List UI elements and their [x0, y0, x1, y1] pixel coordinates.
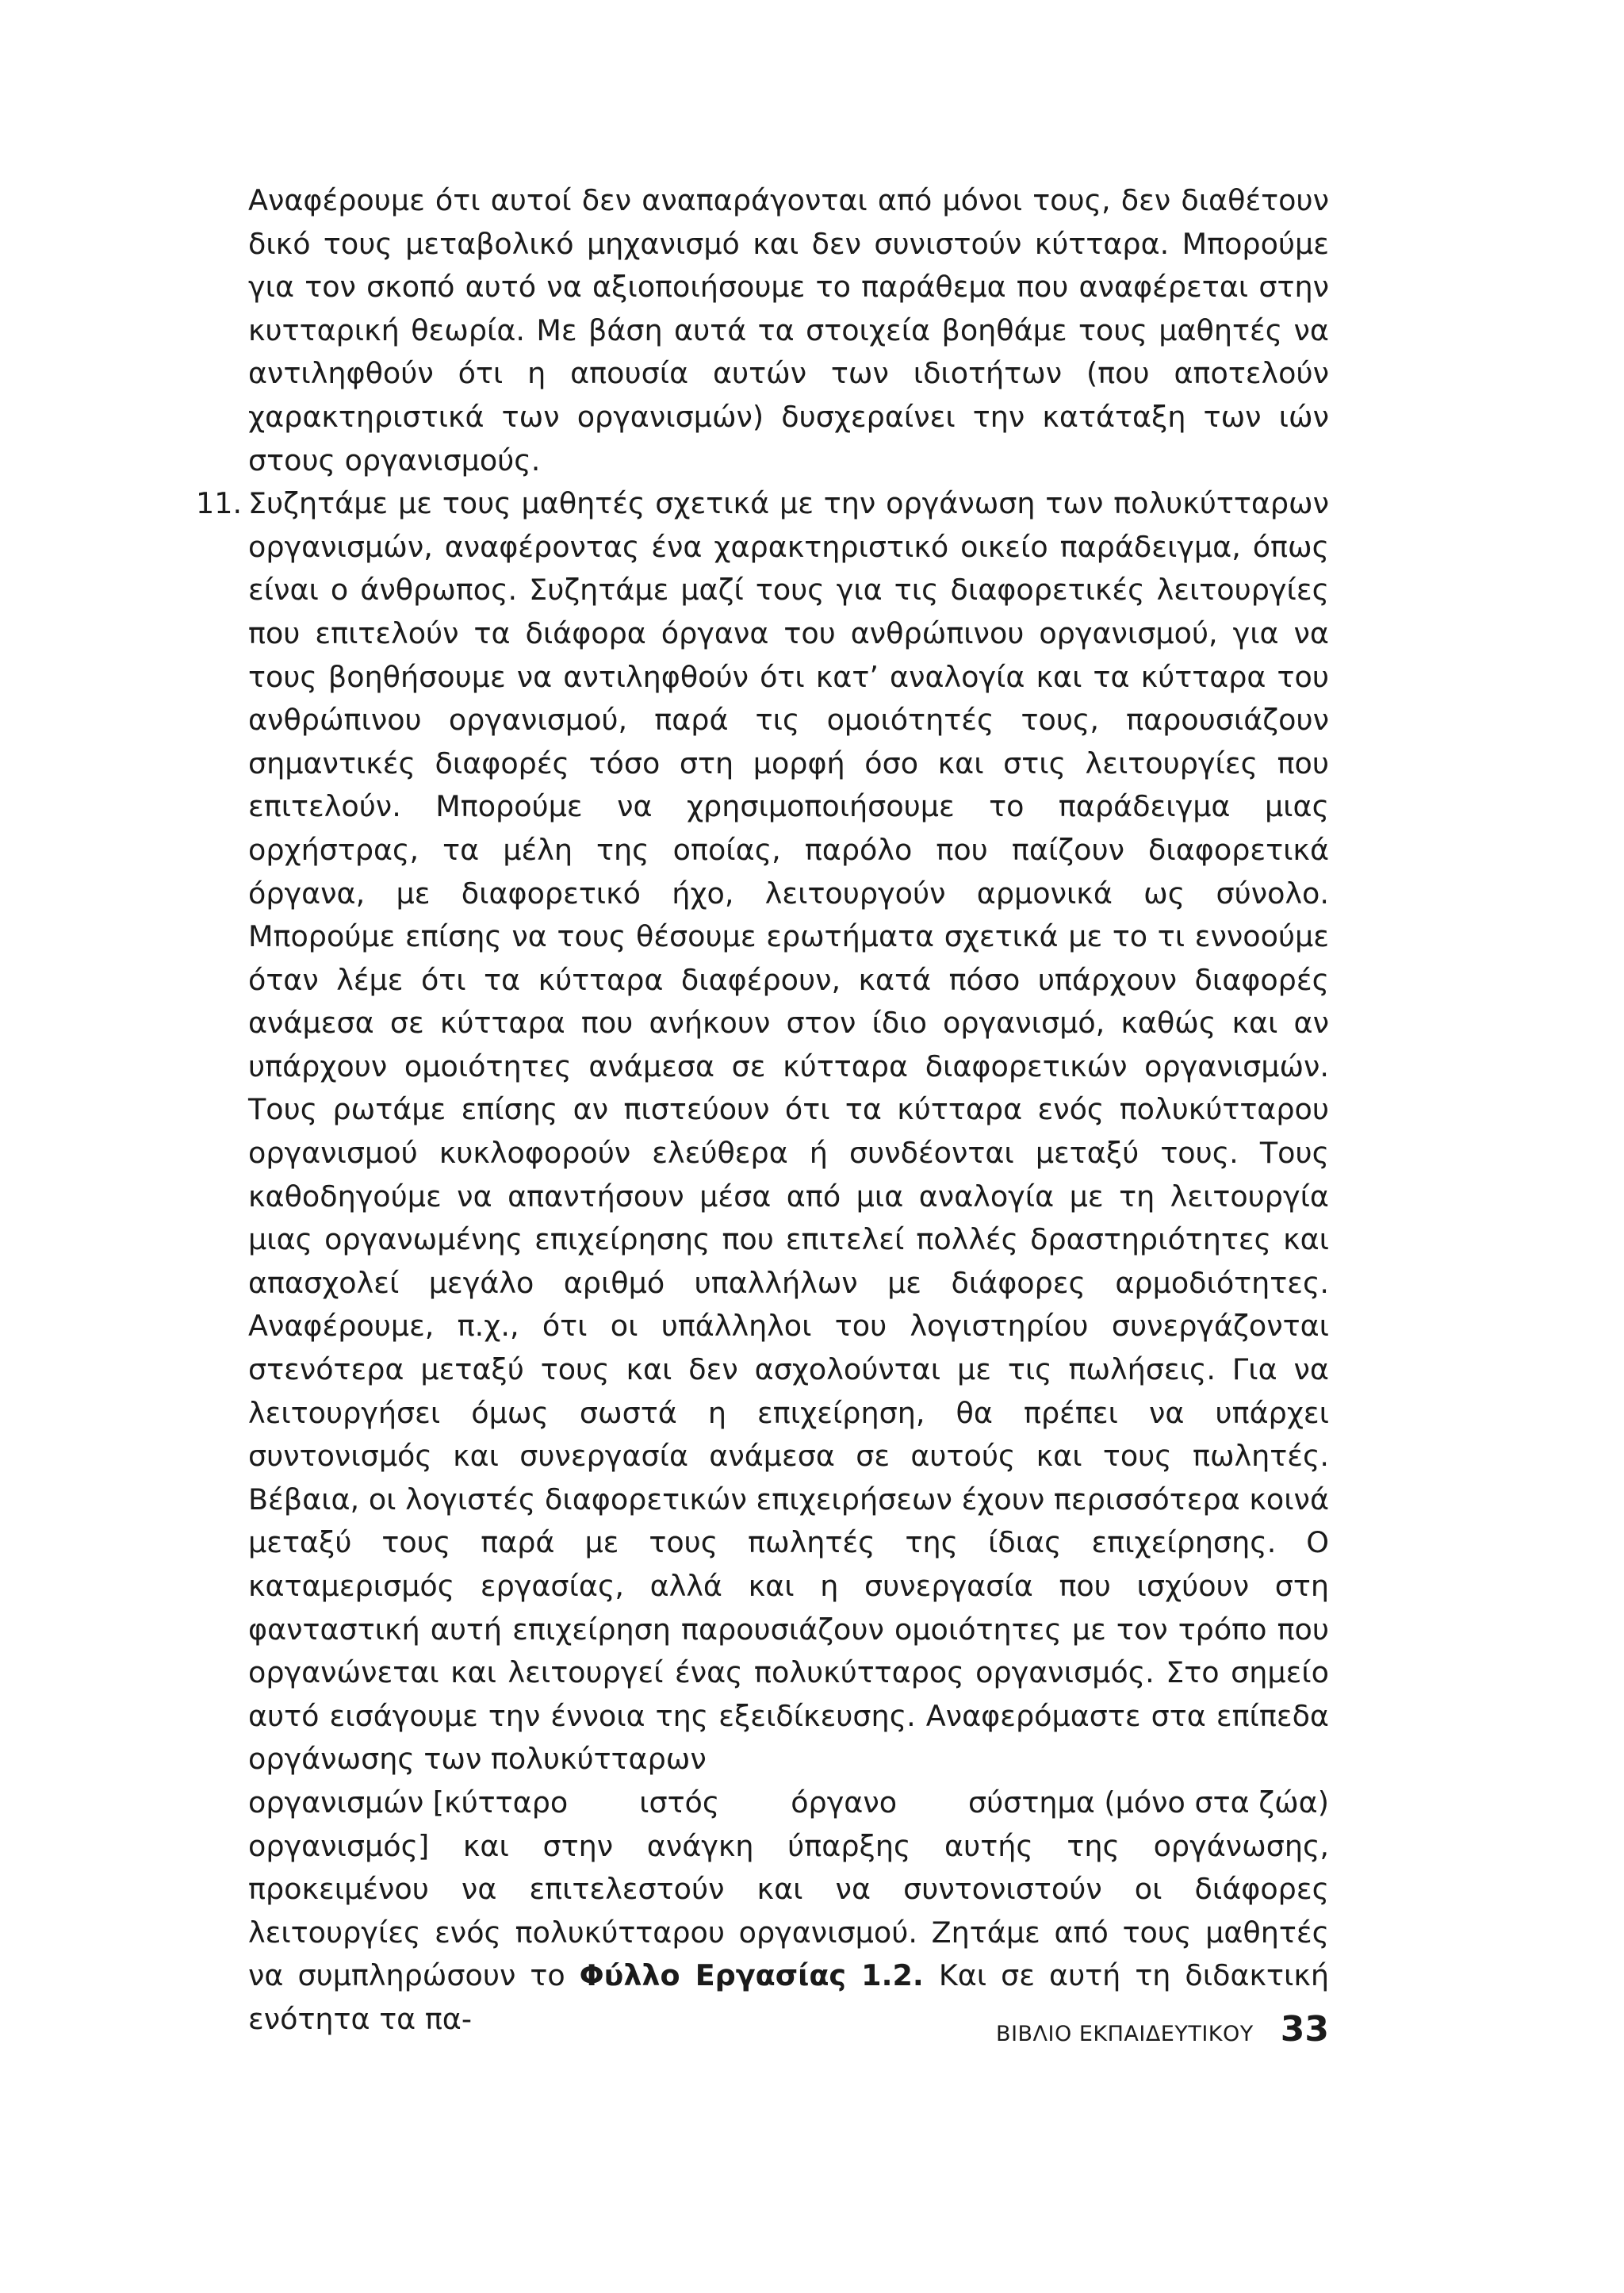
page-footer: [952, 2009, 1329, 2050]
intro-paragraph: Αναφέρουμε ότι αυτοί δεν αναπαράγονται από μόνοι τους, δεν διαθέτουν δικό τους μεταβολικό μηχανισμό και δεν συνιστούν κύτταρα. Μπορούμε για τον σκοπό αυτό να αξιοποιήσουμε το παράθεμα που αναφέρεται στην κυτταρική θεωρία. Με βάση αυτά τα στοιχεία βοηθάμε τους μαθητές να αντιληφθούν ότι η απουσία αυτών των ιδιοτήτων (που αποτελούν χαρακτηριστικά των οργανισμών) δυσχεραίνει την κατάταξη των ιών στους οργανισμούς.: [248, 183, 1329, 477]
level-cell: οργανισμών [κύτταρο: [248, 1785, 569, 1819]
page-number: 33: [1280, 2009, 1329, 2050]
page-body: [196, 179, 1329, 2042]
level-tissue: ιστός: [639, 1785, 720, 1819]
list-item-number: 11.: [196, 486, 243, 521]
list-item-11: [196, 482, 1329, 2041]
organization-levels: [248, 1781, 1329, 1825]
item-text-part3: Και σε αυτή τη διδακτική ενότητα τα πα-: [248, 1958, 1329, 2036]
worksheet-reference: Φύλλο Εργασίας 1.2.: [579, 1958, 939, 1993]
level-organ: όργανο: [791, 1785, 898, 1819]
item-text-part2: οργανισμός] και στην ανάγκη ύπαρξης αυτής της οργάνωσης, προκειμένου να επιτελεστούν και να συντονιστούν οι διάφορες λειτουργίες ενός πολυκύτταρου οργανισμού. Ζητάμε από τους μαθητές να συμπληρώσουν το: [248, 1828, 1329, 1993]
book-title: ΒΙΒΛΙΟ ΕΚΠΑΙΔΕΥΤΙΚΟΥ: [996, 2022, 1254, 2046]
item-text-part1: Συζητάμε με τους μαθητές σχετικά με την οργάνωση των πολυκύτταρων οργανισμών, αναφέροντας ένα χαρακτηριστικό οικείο παράδειγμα, όπως είναι ο άνθρωπος. Συζητάμε μαζί τους για τις διαφορετικές λειτουργίες που επιτελούν τα διάφορα όργανα του ανθρώπινου οργανισμού, για να τους βοηθήσουμε να αντιληφθούν ότι κατ’ αναλογία και τα κύτταρα του ανθρώπινου οργανισμού, παρά τις ομοιότητές τους, παρουσιάζουν σημαντικές διαφορές τόσο στη μορφή όσο και στις λειτουργίες που επιτελούν. Μπορούμε να χρησιμοποιήσουμε το παράδειγμα μιας ορχήστρας, τα μέλη της οποίας, παρόλο που παίζουν διαφορετικά όργανα, με διαφορετικό ήχο, λειτουργούν αρμονικά ως σύνολο. Μπορούμε επίσης να τους θέσουμε ερωτήματα σχετικά με το τι εννοούμε όταν λέμε ότι τα κύτταρα διαφέρουν, κατά πόσο υπάρχουν διαφορές ανάμεσα σε κύτταρα που ανήκουν στον ίδιο οργανισμό, καθώς και αν υπάρχουν ομοιότητες ανάμεσα σε κύτταρα διαφορετικών οργανισμών. Τους ρωτάμε επίσης αν πιστεύουν ότι τα κύτταρα ενός πολυκύτταρου οργανισμού κυκλοφορούν ελεύθερα ή συνδέονται μεταξύ τους. Τους καθοδηγούμε να απαντήσουν μέσα από μια αναλογία με τη λειτουργία μιας οργανωμένης επιχείρησης που επιτελεί πολλές δραστηριότητες και απασχολεί μεγάλο αριθμό υπαλλήλων με διάφορες αρμοδιότητες. Αναφέρουμε, π.χ., ότι οι υπάλληλοι του λογιστηρίου συνεργάζονται στενότερα μεταξύ τους και δεν ασχολούνται με τις πωλήσεις. Για να λειτουργήσει όμως σωστά η επιχείρηση, θα πρέπει να υπάρχει συντονισμός και συνεργασία ανάμεσα σε αυτούς και τους πωλητές. Βέβαια, οι λογιστές διαφορετικών επιχειρήσεων έχουν περισσότερα κοινά μεταξύ τους παρά με τους πωλητές της ίδιας επιχείρησης. Ο καταμερισμός εργασίας, αλλά και η συνεργασία που ισχύουν στη φανταστική αυτή επιχείρηση παρουσιάζουν ομοιότητες με τον τρόπο που οργανώνεται και λειτουργεί ένας πολυκύτταρος οργανισμός. Στο σημείο αυτό εισάγουμε την έννοια της εξειδίκευσης. Αναφερόμαστε στα επίπεδα οργάνωσης των πολυκύτταρων: [248, 486, 1329, 1777]
level-system: σύστημα (μόνο στα ζώα): [967, 1785, 1329, 1819]
